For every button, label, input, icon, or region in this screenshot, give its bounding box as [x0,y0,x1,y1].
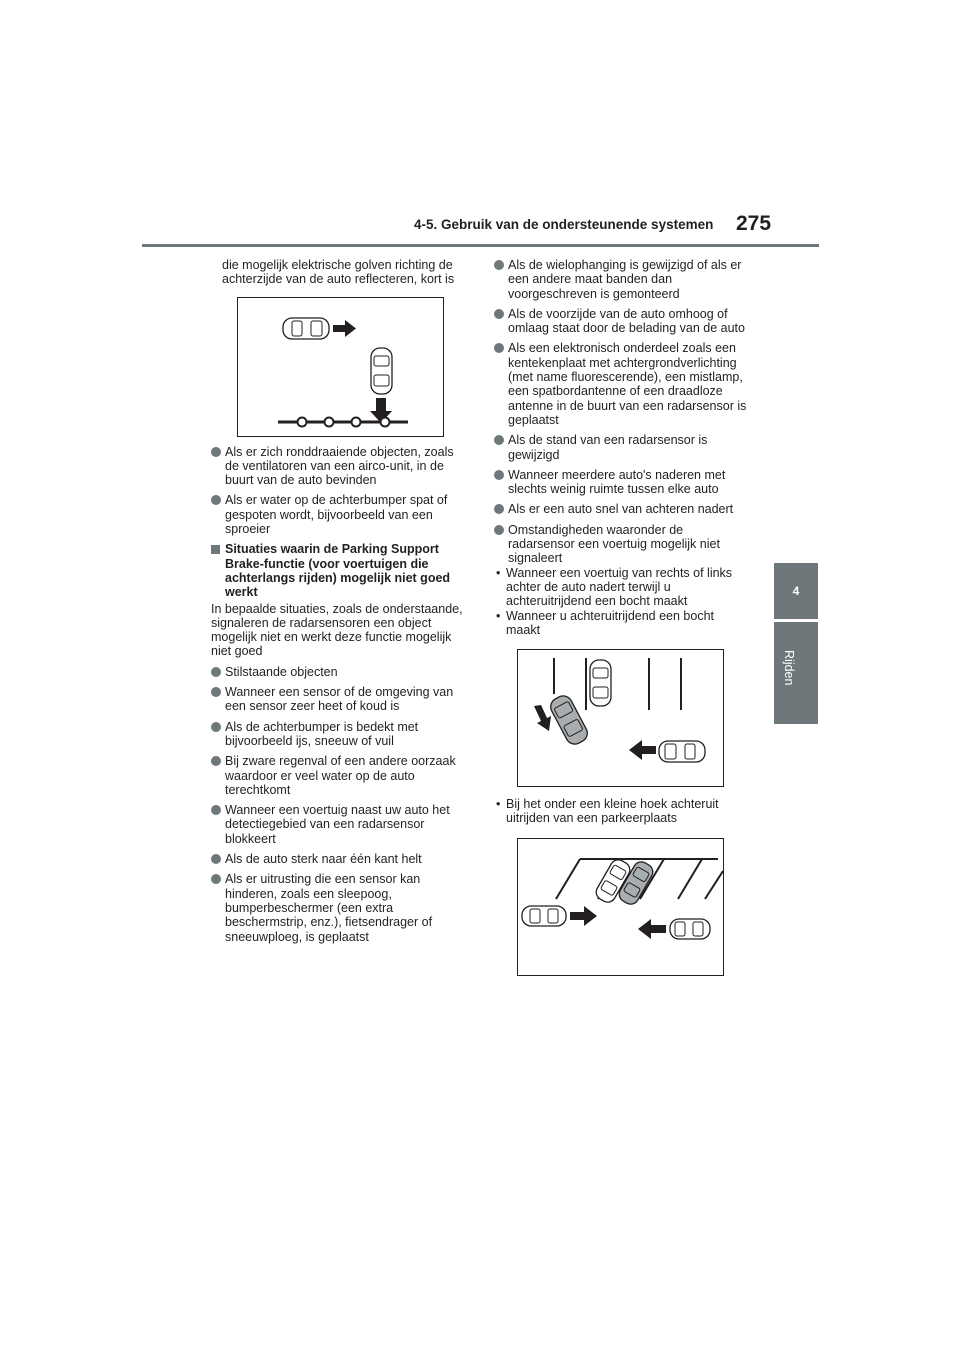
arrow-right-icon [570,906,597,926]
left-car [522,906,566,926]
figure-fence-reflection [237,297,444,437]
right-car [670,919,710,939]
list-item: Als de achterbumper is bedekt met bijvoorbeeld ijs, sneeuw of vuil [211,720,467,749]
sub-list-item: • Wanneer u achteruitrijdend een bocht maakt [496,608,715,637]
parked-car [590,660,611,706]
car-horizontal [283,318,329,339]
page-number: 275 [736,212,772,235]
list-item: Wanneer een voertuig naast uw auto het detectiegebied van een radarsensor blokkeert [211,803,467,846]
list-item: Als de wielophanging is gewijzigd of als er een andere maat banden dan voorgeschreven is gemonteerd [494,258,750,301]
list-item: Als er zich ronddraaiende objecten, zoals de ventilatoren van een airco-unit, in de buurt van de auto bevinden [211,445,467,488]
sub-list-item: • Wanneer een voertuig van rechts of links achter de auto nadert terwijl u achteruitrijdend een bocht maakt [496,565,733,609]
list-item: Als een elektronisch onderdeel zoals een kentekenplaat met achtergrondverlichting (met name fluorescerende), een mistlamp, een spatbordantenne of een draadloze antenne in de buurt van een radarsensor is geplaatst [494,341,750,427]
chapter-label: Rijden [782,650,796,686]
list-item: Als er water op de achterbumper spat of gespoten wordt, bijvoorbeeld van een sproeier [211,493,467,536]
list-item: Omstandigheden waaronder de radarsensor een voertuig mogelijk niet signaleert [494,523,750,566]
list-item: Wanneer meerdere auto's naderen met slechts weinig ruimte tussen elke auto [494,468,750,497]
section-title: 4-5. Gebruik van de ondersteunende systemen [414,217,714,232]
car-vertical [371,348,392,394]
list-item: Als de stand van een radarsensor is gewijzigd [494,433,750,462]
parking-lines [554,658,681,710]
chapter-tab [774,563,818,619]
arrow-left-icon [629,740,656,760]
list-item: Stilstaande objecten [211,665,467,679]
list-item: Wanneer een sensor of de omgeving van een sensor zeer heet of koud is [211,685,467,714]
arrow-left-icon [638,919,666,939]
chapter-number: 4 [792,584,800,598]
fence [278,417,408,426]
reversing-car [548,693,591,747]
figure-angled-parking [517,838,724,976]
arrow-right-icon [333,320,356,337]
list-item: Als de voorzijde van de auto omhoog of omlaag staat door de belading van de auto [494,307,750,336]
approaching-car [659,741,705,762]
list-item: Bij zware regenval of een andere oorzaak waardoor er veel water op de auto terechtkomt [211,754,467,797]
chapter-label-bar [774,622,818,724]
list-item: Als er uitrusting die een sensor kan hinderen, zoals een sleepoog, bumperbeschermer (een extra beschermstrip, enz.), fietsendrager of sneeuwploeg, is geplaatst [211,872,467,943]
left-column [211,258,467,950]
list-item: Als de auto sterk naar één kant helt [211,852,467,866]
sub-list-item: • Bij het onder een kleine hoek achteruit uitrijden van een parkeerplaats [496,797,719,826]
right-column [494,258,750,976]
curved-arrow-icon [534,705,551,731]
body-paragraph: In bepaalde situaties, zoals de onderstaande, signaleren de radarsensoren een object mogelijk niet en werkt deze functie mogelijk niet goed [211,601,463,659]
list-item: Als er een auto snel van achteren nadert [494,502,750,516]
intro-text: die mogelijk elektrische golven richting de achterzijde van de auto reflecteren, kort is [222,258,455,287]
figure-reversing-turn [517,649,724,787]
section-heading: Situaties waarin de Parking Support Brake-functie (voor voertuigen die achterlangs rijden) mogelijk niet goed werkt [211,542,467,599]
header-divider [142,244,819,247]
